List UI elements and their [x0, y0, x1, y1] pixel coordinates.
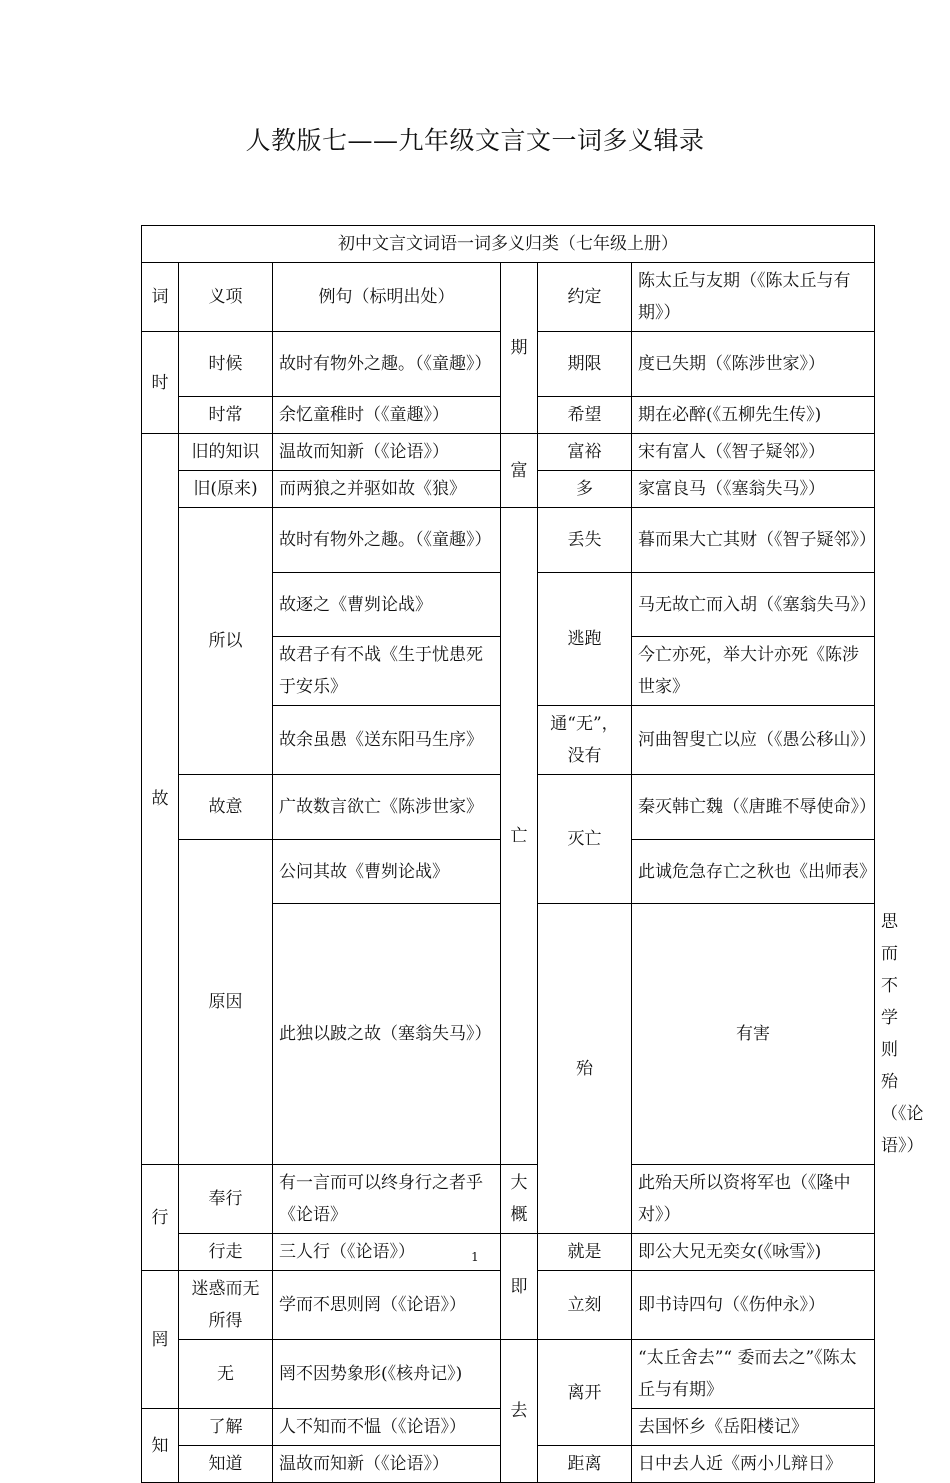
meaning-cell: 奉行: [179, 1165, 273, 1234]
meaning-cell: 富裕: [538, 434, 632, 471]
example-cell: 故君子有不战《生于忧患死于安乐》: [273, 637, 501, 706]
example-cell: 故时有物外之趣。（《童趣》）: [273, 332, 501, 397]
page-number: 1: [471, 1250, 479, 1264]
meaning-cell: 无: [179, 1340, 273, 1409]
meaning-cell: 旧的知识: [179, 434, 273, 471]
header-word: 词: [142, 263, 179, 332]
polysemy-table: 初中文言文词语一词多义归类（七年级上册） 词 义项 例句（标明出处） 期 约定 陈太丘与友期（《陈太丘与有期》） 时 时候 故时有物外之趣。（《童趣》） 期限 度已失期（《陈涉世家》） 时常 余忆童稚时（《童趣》） 希望 期在必醉(《五柳先生传》) 故 旧的知识 温故而知新（《论语》） 富 富裕 宋有富人（《智子疑邻》） 旧(原来) 而两狼之并驱如故《狼》 多 家富良马（《塞翁失马》） 所以 故时有物外之趣。（《童趣》） 亡 丢失 暮而果大亡其财（《智子疑邻》） 故逐之《曹刿论战》 逃跑 马无故亡而入胡（《塞翁失马》） 故君子有不战《生于忧患死于安乐》 今亡亦死，举大计亦死《陈涉世家》 故余虽愚《送东阳马生序》 通“无”，没有 河曲智叟亡以应（《愚公移山》） 故意 广故数言欲亡《陈涉世家》 灭亡 秦灭韩亡魏（《唐雎不辱使命》） 原因 公问其故《曹刿论战》 此诚危急存亡之秋也《出师表》 此独以跛之故（塞翁失马》） 殆 有害 思而不学则殆（《论语》） 行 奉行 有一言而可以终身行之者乎《论语》 大概 此殆天所以资将军也（《隆中对》） 行走 三人行（《论语》） 即 就是 即公大兄无奕女(《咏雪》) 罔 迷惑而无所得 学而不思则罔（《论语》） 立刻 即书诗四句（《伤仲永》） 无 罔不因势象形(《核舟记》) 去 离开 “太丘舍去”“ 委而去之”《陈太丘与有期》 知 了解 人不知而不愠（《论语》） 去国怀乡《岳阳楼记》 知道 温故而知新（《论语》） 距离 日中去人近《两小儿辩日》: [141, 225, 875, 1483]
meaning-cell: 就是: [538, 1234, 632, 1271]
header-example: 例句（标明出处）: [273, 263, 501, 332]
example-cell: 而两狼之并驱如故《狼》: [273, 471, 501, 508]
example-cell: 马无故亡而入胡（《塞翁失马》）: [632, 573, 875, 637]
meaning-cell: 灭亡: [538, 775, 632, 904]
example-cell: 陈太丘与友期（《陈太丘与有期》）: [632, 263, 875, 332]
meaning-cell: 有害: [632, 904, 875, 1165]
meaning-cell: 知道: [179, 1446, 273, 1483]
meaning-cell: 通“无”，没有: [538, 706, 632, 775]
example-cell: 余忆童稚时（《童趣》）: [273, 397, 501, 434]
example-cell: 度已失期（《陈涉世家》）: [632, 332, 875, 397]
meaning-cell: 离开: [538, 1340, 632, 1446]
word-cell: 行: [142, 1165, 179, 1271]
word-cell: 罔: [142, 1271, 179, 1409]
example-cell: 三人行（《论语》）: [273, 1234, 501, 1271]
example-cell: 此独以跛之故（塞翁失马》）: [273, 904, 501, 1165]
meaning-cell: 希望: [538, 397, 632, 434]
table-caption: 初中文言文词语一词多义归类（七年级上册）: [142, 226, 875, 263]
word-cell: 故: [142, 434, 179, 1165]
word-cell: 知: [142, 1409, 179, 1483]
example-cell: 暮而果大亡其财（《智子疑邻》）: [632, 508, 875, 573]
example-cell: 此诚危急存亡之秋也《出师表》: [632, 840, 875, 904]
word-cell: 富: [501, 434, 538, 508]
example-cell: 故余虽愚《送东阳马生序》: [273, 706, 501, 775]
meaning-cell: 立刻: [538, 1271, 632, 1340]
meaning-cell: 距离: [538, 1446, 632, 1483]
example-cell: 去国怀乡《岳阳楼记》: [632, 1409, 875, 1446]
example-cell: 即公大兄无奕女(《咏雪》): [632, 1234, 875, 1271]
word-cell: 期: [501, 263, 538, 434]
meaning-cell: 多: [538, 471, 632, 508]
example-cell: 公问其故《曹刿论战》: [273, 840, 501, 904]
meaning-cell: 故意: [179, 775, 273, 840]
example-cell: 广故数言欲亡《陈涉世家》: [273, 775, 501, 840]
word-cell: 时: [142, 332, 179, 434]
meaning-cell: 丢失: [538, 508, 632, 573]
example-cell: 河曲智叟亡以应（《愚公移山》）: [632, 706, 875, 775]
meaning-cell: 约定: [538, 263, 632, 332]
word-cell: 殆: [538, 904, 632, 1234]
example-cell: 罔不因势象形(《核舟记》): [273, 1340, 501, 1409]
meaning-cell: 时常: [179, 397, 273, 434]
meaning-cell: 时候: [179, 332, 273, 397]
meaning-cell: 期限: [538, 332, 632, 397]
example-cell: 秦灭韩亡魏（《唐雎不辱使命》）: [632, 775, 875, 840]
example-cell: 学而不思则罔（《论语》）: [273, 1271, 501, 1340]
meaning-cell: 逃跑: [538, 573, 632, 706]
example-cell: 家富良马（《塞翁失马》）: [632, 471, 875, 508]
example-cell: 温故而知新（《论语》）: [273, 1446, 501, 1483]
example-cell: 期在必醉(《五柳先生传》): [632, 397, 875, 434]
header-meaning: 义项: [179, 263, 273, 332]
word-cell: 亡: [501, 508, 538, 1165]
example-cell: 温故而知新（《论语》）: [273, 434, 501, 471]
example-cell: 日中去人近《两小儿辩日》: [632, 1446, 875, 1483]
example-cell: 故逐之《曹刿论战》: [273, 573, 501, 637]
meaning-cell: 了解: [179, 1409, 273, 1446]
document-title: 人教版七——九年级文言文一词多义辑录: [245, 126, 705, 155]
example-cell: 即书诗四句（《伤仲永》）: [632, 1271, 875, 1340]
example-cell: 故时有物外之趣。（《童趣》）: [273, 508, 501, 573]
example-cell: 此殆天所以资将军也（《隆中对》）: [632, 1165, 875, 1234]
meaning-cell: 所以: [179, 508, 273, 775]
meaning-cell: 旧(原来): [179, 471, 273, 508]
meaning-cell: 大概: [501, 1165, 538, 1234]
example-cell: 宋有富人（《智子疑邻》）: [632, 434, 875, 471]
meaning-cell: 迷惑而无所得: [179, 1271, 273, 1340]
meaning-cell: 行走: [179, 1234, 273, 1271]
example-cell: 有一言而可以终身行之者乎《论语》: [273, 1165, 501, 1234]
example-cell: 人不知而不愠（《论语》）: [273, 1409, 501, 1446]
example-cell: 今亡亦死，举大计亦死《陈涉世家》: [632, 637, 875, 706]
meaning-cell: 原因: [179, 840, 273, 1165]
word-cell: 去: [501, 1340, 538, 1483]
example-cell: “太丘舍去”“ 委而去之”《陈太丘与有期》: [632, 1340, 875, 1409]
word-cell: 即: [501, 1234, 538, 1340]
